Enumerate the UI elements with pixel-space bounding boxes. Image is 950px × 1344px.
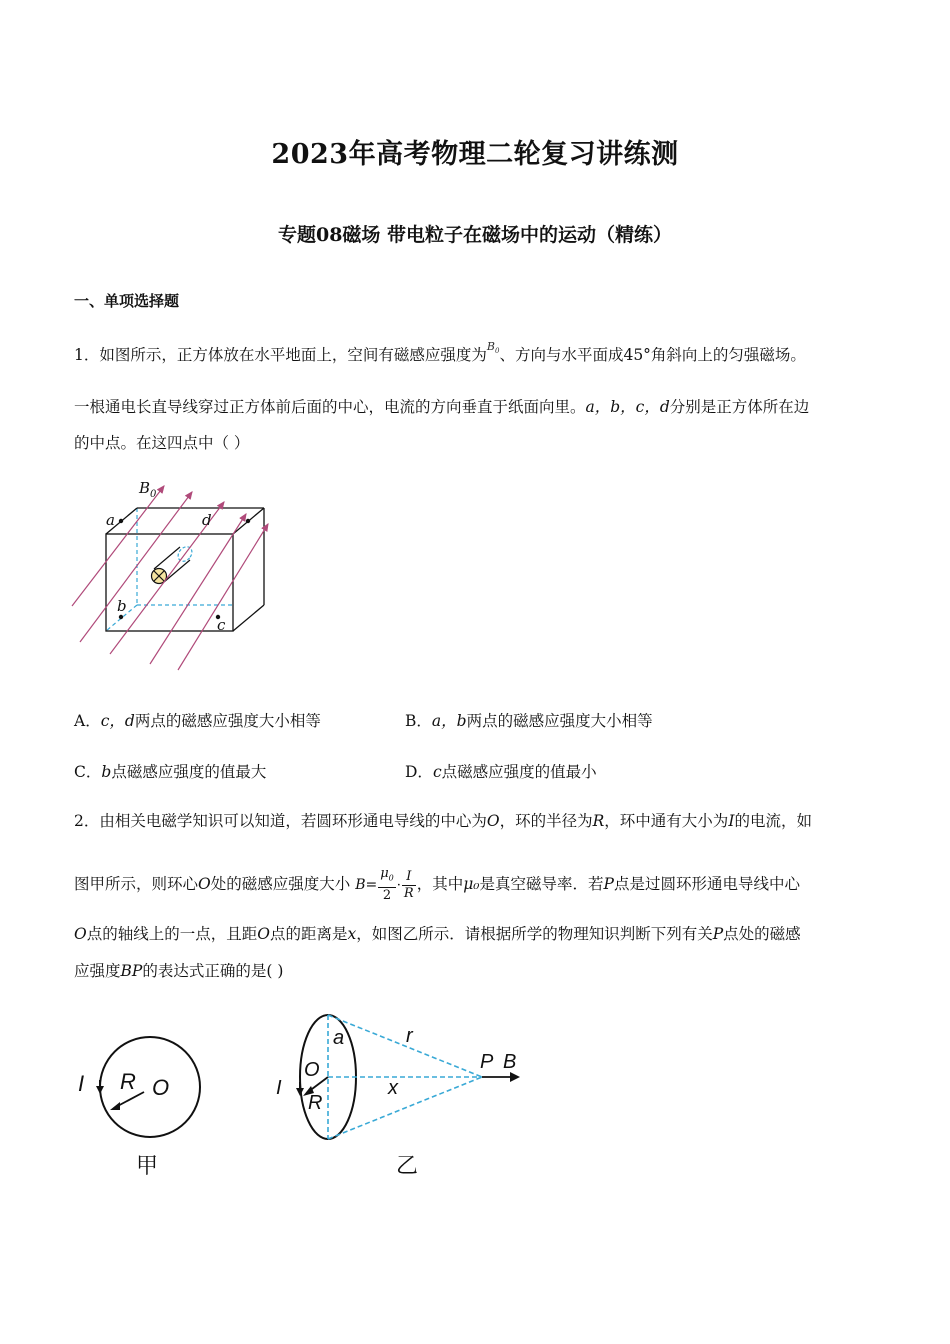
- page-subtitle: 专题08磁场 带电粒子在磁场中的运动（精练）: [277, 224, 673, 246]
- q2-number: 2．: [74, 812, 100, 830]
- q1-number: 1．: [74, 346, 100, 364]
- jia-label-o: O: [152, 1075, 170, 1100]
- yi-label-x: x: [388, 1077, 398, 1099]
- yi-label-b: B: [503, 1051, 517, 1073]
- q1-line-1: [74, 340, 806, 371]
- label-d: d: [202, 511, 212, 529]
- q1-option-d[interactable]: D．c点磁感应强度的值最小: [405, 763, 597, 781]
- yi-label-r: r: [406, 1025, 413, 1047]
- jia-label-r: R: [120, 1069, 136, 1094]
- yi-label-p: P: [480, 1051, 494, 1073]
- q1-line-2: 一根通电长直导线穿过正方体前后面的中心，电流的方向垂直于纸面向里。a，b，c，d分别是正方体所在边: [74, 398, 810, 416]
- q1-vars: a，b，c，d: [585, 398, 670, 416]
- q1-line-3: 的中点。在这四点中（ ）: [74, 434, 250, 452]
- label-b: b: [117, 597, 127, 615]
- q2-line-1: 2．由相关电磁学知识可以知道，若圆环形通电导线的中心为O，环的半径为R，环中通有大小为I的电流，如: [74, 812, 812, 830]
- yi-label-i: I: [276, 1077, 282, 1099]
- q1-cube-figure: [68, 474, 278, 674]
- yi-label-a: a: [333, 1027, 345, 1049]
- section-title: 一、单项选择题: [74, 292, 180, 310]
- yi-label-o: O: [304, 1059, 320, 1081]
- q2-figure-yi: [270, 1010, 530, 1180]
- q2-figure-jia: [70, 1028, 220, 1183]
- q1-b0-inline: B0: [486, 340, 500, 356]
- jia-label-i: I: [78, 1071, 85, 1096]
- q1-text-1b: 、方向与水平面成45°角斜向上的匀强磁场。: [499, 346, 806, 364]
- page-title: 2023年高考物理二轮复习讲练测: [271, 139, 679, 170]
- label-c: c: [217, 616, 226, 634]
- label-a: a: [106, 511, 115, 529]
- jia-caption: 甲: [136, 1154, 159, 1179]
- field-lines: [72, 486, 268, 670]
- q2-formula: B= $\frac{\mu_0}{2}$ · $\frac{I}{R}$: [355, 866, 414, 903]
- q1-text-1a: 如图所示，正方体放在水平地面上，空间有磁感应强度为: [99, 346, 487, 364]
- q1-option-c[interactable]: C．b点磁感应强度的值最大: [74, 763, 267, 781]
- q2-line-2: 图甲所示，则环心O处的磁感应强度大小 B= $\frac{\mu_0}{2}$ · $\frac{I}{R}$ ，其中μ₀是真空磁导率．若P点是过圆环形通电导线中心: [74, 866, 800, 903]
- q1-option-a[interactable]: A．c，d两点的磁感应强度大小相等: [74, 712, 321, 730]
- q2-line-3: O点的轴线上的一点，且距O点的距离是x，如图乙所示．请根据所学的物理知识判断下列有关P点处的磁感: [74, 925, 801, 943]
- yi-label-rr: R: [308, 1092, 323, 1114]
- yi-caption: 乙: [396, 1154, 419, 1179]
- b0-label: $B_0$: [139, 479, 157, 500]
- q2-line-4: 应强度BP的表达式正确的是( ): [74, 962, 284, 980]
- q1-option-b[interactable]: B．a，b两点的磁感应强度大小相等: [405, 712, 653, 730]
